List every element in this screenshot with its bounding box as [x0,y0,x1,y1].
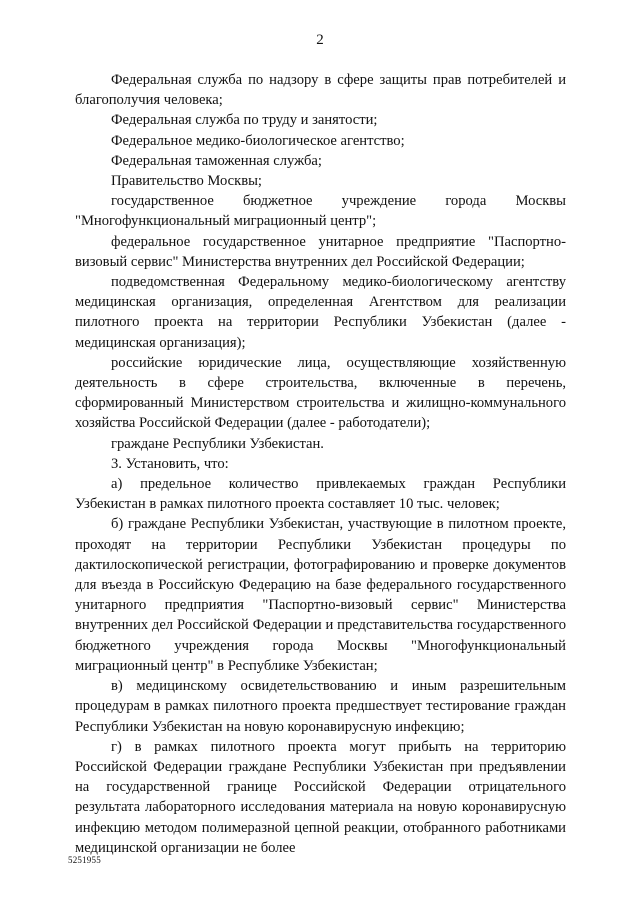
document-body [75,70,566,858]
paragraph-rospotrebnadzor: Федеральная служба по надзору в сфере защиты прав потребителей и благополучия человека; [75,72,566,109]
paragraph-clause-3a: а) предельное количество привлекаемых граждан Республики Узбекистан в рамках пилотного проекта составляет 10 тыс. человек; [75,476,566,513]
paragraph-medical-organization: подведомственная Федеральному медико-биологическому агентству медицинская организация, определенная Агентством для реализации пилотного проекта на территории Республики Узбекистан (далее - медицинская организация); [75,274,566,351]
paragraph-clause-3: 3. Установить, что: [111,455,229,472]
paragraph-uzbekistan-citizens: граждане Республики Узбекистан. [111,435,324,452]
paragraph-clause-3g: г) в рамках пилотного проекта могут прибыть на территорию Российской Федерации граждане Республики Узбекистан при предъявлении на государственной границе Российской Федерации отрицательного результата лабораторного исследования материала на новую коронавирусную инфекцию методом полимеразной цепной реакции, отобранного работниками медицинской организации не более [75,738,566,856]
paragraph-employers: российские юридические лица, осуществляющие хозяйственную деятельность в сфере строительства, включенные в перечень, сформированный Министерством строительства и жилищно-коммунального хозяйства Российской Федерации (далее - работодатели); [75,354,566,432]
paragraph-clause-3b: б) граждане Республики Узбекистан, участвующие в пилотном проекте, проходят на территории Республики Узбекистан процедуры по дактилоскопической регистрации, фотографированию и проверке документов для въезда в Российскую Федерацию на базе федерального государственного унитарного предприятия "Паспортно-визовый сервис" Министерства внутренних дел Российской Федерации и представительства государственного бюджетного учреждения города Москвы "Многофункциональный миграционный центр" в Республике Узбекистан; [75,516,566,674]
paragraph-passport-visa-service: федеральное государственное унитарное предприятие "Паспортно-визовый сервис" Министерства внутренних дел Российской Федерации; [75,233,566,270]
page-number: 2 [316,32,324,48]
paragraph-migration-center: государственное бюджетное учреждение города Москвы "Многофункциональный миграционный центр"; [75,193,566,230]
paragraph-moscow-government: Правительство Москвы; [111,173,262,190]
paragraph-customs: Федеральная таможенная служба; [111,152,322,169]
paragraph-fmba: Федеральное медико-биологическое агентство; [111,132,405,149]
paragraph-rostrud: Федеральная служба по труду и занятости; [111,112,378,129]
document-code: 5251955 [68,855,101,865]
paragraph-clause-3v: в) медицинскому освидетельствованию и иным разрешительным процедурам в рамках пилотного проекта предшествует тестирование граждан Республики Узбекистан на новую коронавирусную инфекцию; [75,678,566,735]
